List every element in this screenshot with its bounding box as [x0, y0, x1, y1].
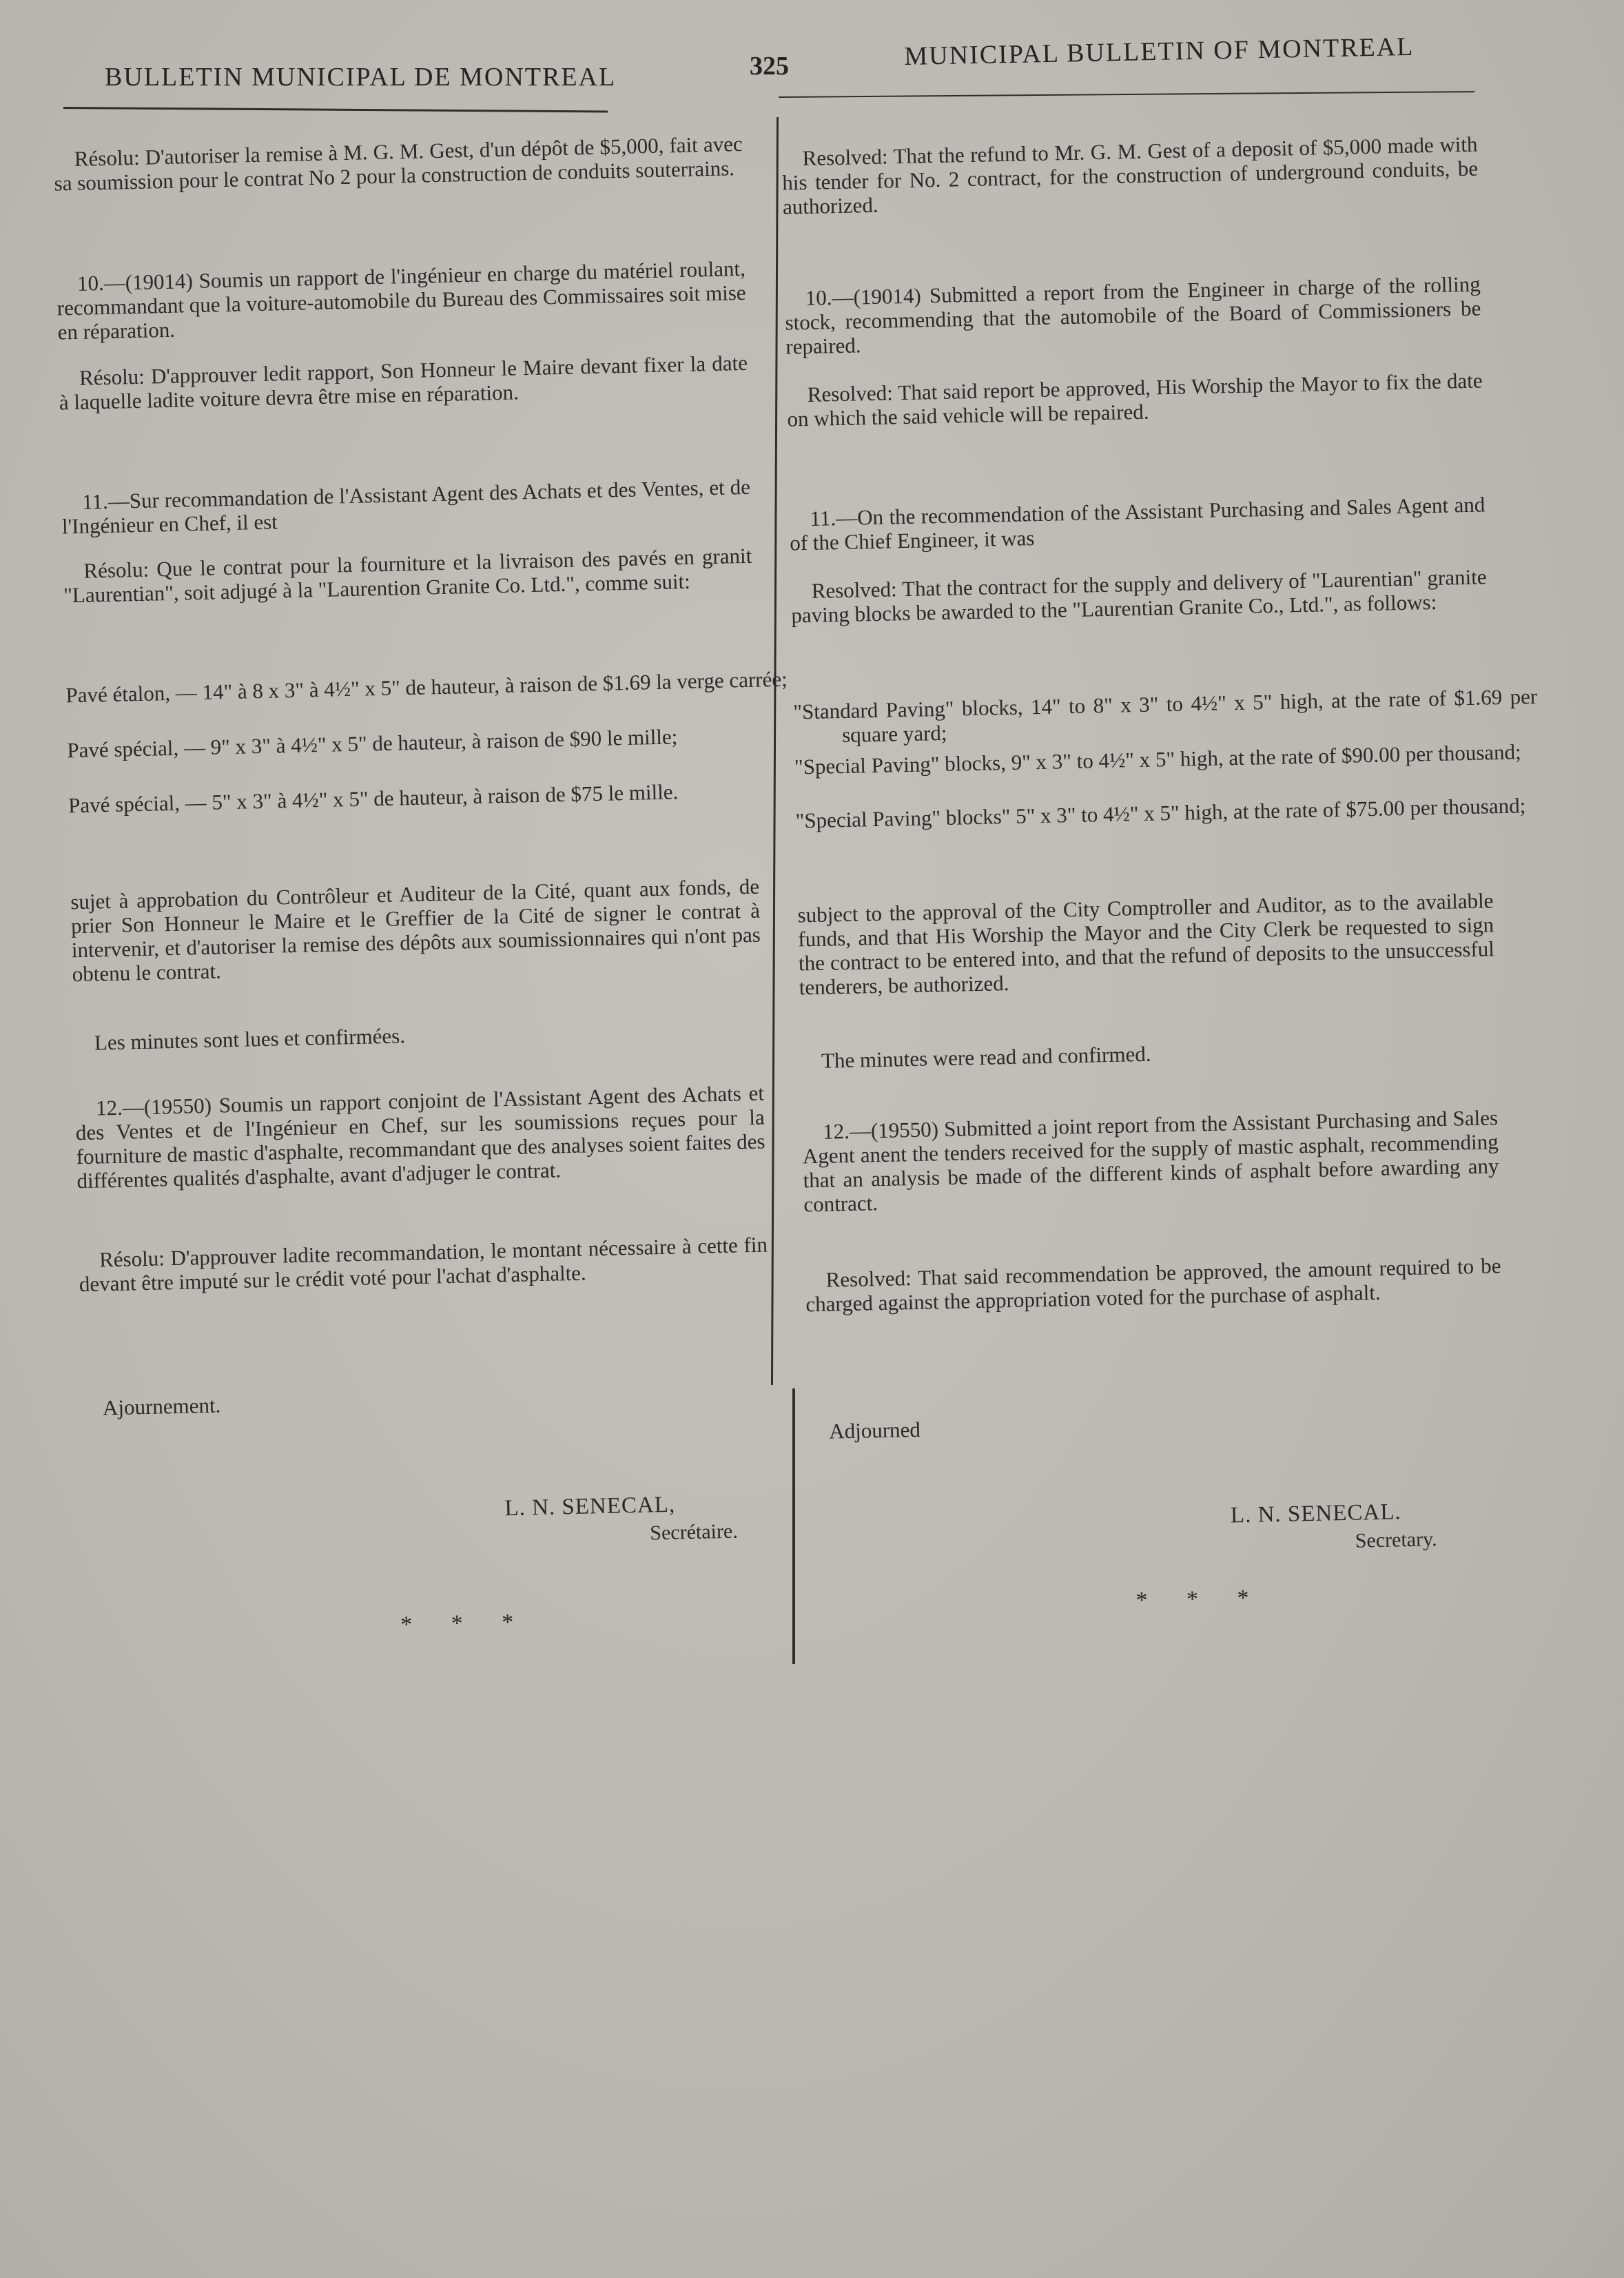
fr-signature-name: L. N. SENECAL,	[504, 1492, 676, 1521]
fr-section-stars: * * *	[400, 1609, 531, 1638]
fr-list-item-3: Pavé spécial, — 5" x 3" à 4½" x 5" de hauteur, à raison de $75 le mille.	[68, 779, 679, 818]
fr-item-11: 11.—Sur recommandation de l'Assistant Agent des Achats et des Ventes, et de l'Ingénieur en Chef, il est	[61, 474, 751, 539]
fr-resolution-11: Résolu: Que le contrat pour la fourniture et la livraison des pavés en granit "Laurentian", soit adjugé à la "Laurention Granite Co. Ltd.", comme suit:	[63, 543, 752, 608]
fr-resolution-12: Résolu: D'approuver ladite recommandation, le montant nécessaire à cette fin devant être imputé sur le crédit voté pour l'achat d'asphalte.	[79, 1232, 768, 1297]
fr-signature-title: Secrétaire.	[649, 1519, 739, 1545]
page-number: 325	[750, 52, 789, 81]
en-section-stars: * * *	[1135, 1585, 1266, 1614]
column-divider-lower	[792, 1388, 795, 1664]
french-column	[50, 0, 791, 2278]
fr-resolution-10: Résolu: D'approuver ledit rapport, Son Honneur le Maire devant fixer la date à laquelle ladite voiture devra être mise en réparation.	[59, 350, 748, 415]
fr-minutes: Les minutes sont lues et confirmées.	[94, 1023, 406, 1055]
en-resolution-12: Resolved: That said recommendation be approved, the amount required to be charged against the appropriation voted for the purchase of asphalt.	[805, 1253, 1501, 1317]
english-column	[779, 0, 1538, 2278]
en-item-10: 10.—(19014) Submitted a report from the Engineer in charge of the rolling stock, recommending that the automobile of the Board of Commissioners be repaired.	[785, 271, 1481, 359]
en-list-item-3: "Special Paving" blocks" 5" x 3" to 4½" x 5" high, at the rate of $75.00 per thousand;	[795, 793, 1526, 833]
running-header-english: MUNICIPAL BULLETIN OF MONTREAL	[904, 32, 1415, 71]
en-resolution-10: Resolved: That said report be approved, His Worship the Mayor to fix the date on which the said vehicle will be repaired.	[787, 368, 1483, 431]
en-approval-clause: subject to the approval of the City Comptroller and Auditor, as to the available funds, and that His Worship the Mayor and the City Clerk be requested to sign the contract to be entered into, and that the refund of deposits to the unsuccessful tenderers, be authorized.	[797, 888, 1495, 1000]
en-resolution-refund: Resolved: That the refund to Mr. G. M. Gest of a deposit of $5,000 made with his tender for No. 2 contract, for the construction of underground conduits, be authorized.	[781, 132, 1479, 219]
en-list-item-1: "Standard Paving" blocks, 14" to 8" x 3" to 4½" x 5" high, at the rate of $1.69 per square yard;	[793, 684, 1538, 748]
en-minutes: The minutes were read and confirmed.	[821, 1041, 1151, 1073]
en-signature-title: Secretary.	[1355, 1528, 1437, 1552]
fr-item-10: 10.—(19014) Soumis un rapport de l'ingénieur en charge du matériel roulant, recommandant que la voiture-automobile du Bureau des Commissaires soit mise en réparation.	[56, 256, 746, 345]
fr-list-item-1: Pavé étalon, — 14" à 8 x 3" à 4½" x 5" de hauteur, à raison de $1.69 la verge carrée;	[65, 666, 788, 708]
running-header-french: BULLETIN MUNICIPAL DE MONTREAL	[105, 63, 617, 92]
fr-adjournment: Ajournement.	[102, 1393, 221, 1420]
en-item-11: 11.—On the recommendation of the Assistant Purchasing and Sales Agent and of the Chief Engineer, it was	[789, 492, 1486, 555]
en-resolution-11: Resolved: That the contract for the supply and delivery of "Laurentian" granite paving blocks be awarded to the "Laurentian Granite Co., Ltd.", as follows:	[791, 564, 1487, 628]
fr-list-item-2: Pavé spécial, — 9" x 3" à 4½" x 5" de hauteur, à raison de $90 le mille;	[66, 724, 678, 763]
fr-item-12: 12.—(19550) Soumis un rapport conjoint de l'Assistant Agent des Achats et des Ventes et de l'Ingénieur en Chef, sur les soumissions reçues pour la fourniture de mastic d'asphalte, recommandant que des analyses soient faites des différentes qualités d'asphalte, avant d'adjuger le contrat.	[75, 1080, 765, 1193]
en-adjournment: Adjourned	[828, 1417, 921, 1444]
fr-approval-clause: sujet à approbation du Contrôleur et Auditeur de la Cité, quant aux fonds, de prier Son Honneur le Maire et le Greffier de la Cité de signer le contrat à intervenir, et d'autoriser la remise des dépôts aux soumissionnaires qui n'ont pas obtenu le contrat.	[70, 874, 761, 987]
fr-resolution-refund: Résolu: D'autoriser la remise à M. G. M. Gest, d'un dépôt de $5,000, fait avec sa soumission pour le contrat No 2 pour la construction de conduits souterrains.	[54, 131, 743, 196]
en-signature-name: L. N. SENECAL.	[1230, 1499, 1402, 1528]
en-list-item-2: "Special Paving" blocks, 9" x 3" to 4½" x 5" high, at the rate of $90.00 per thousand;	[794, 739, 1522, 779]
en-item-12: 12.—(19550) Submitted a joint report from the Assistant Purchasing and Sales Agent anent the tenders received for the supply of mastic asphalt, recommending that an analysis be made of the different kinds of asphalt before awarding any contract.	[802, 1105, 1499, 1217]
column-divider	[771, 117, 779, 1385]
